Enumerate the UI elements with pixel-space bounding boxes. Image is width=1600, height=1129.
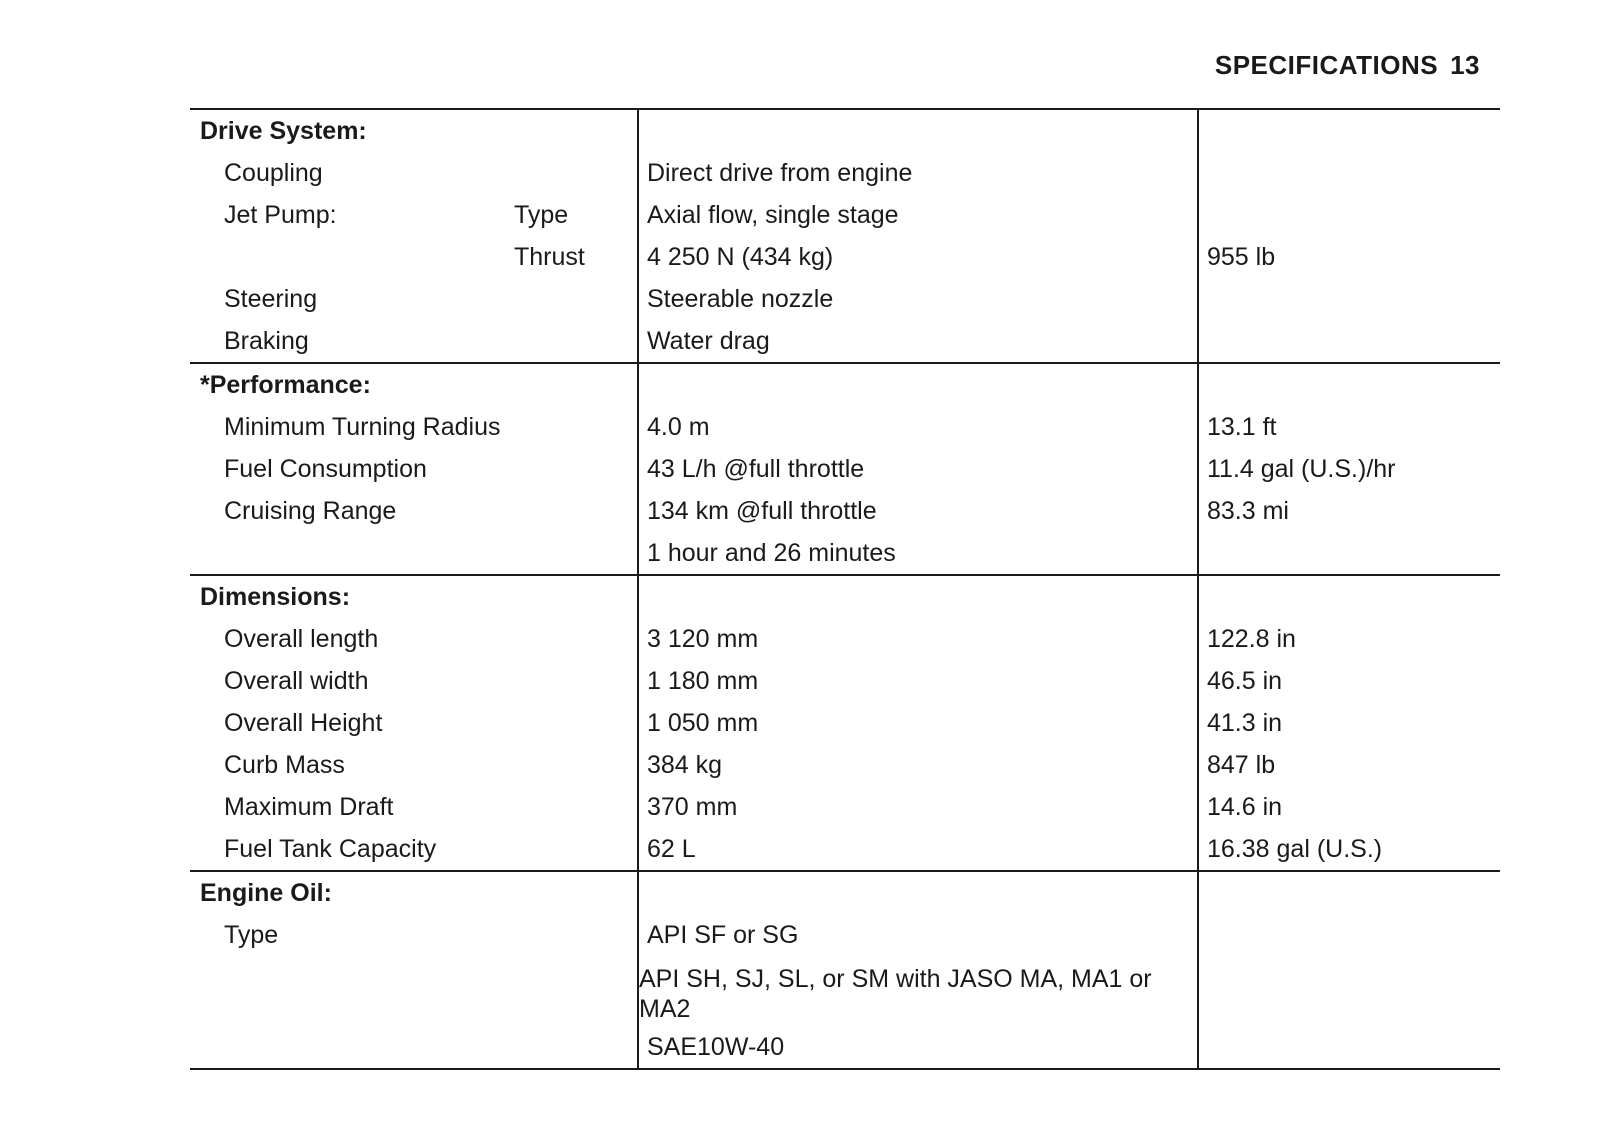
draft-imperial: 14.6 in xyxy=(1207,793,1283,821)
draft-value: 370 mm xyxy=(647,793,738,821)
fuel-consumption-imperial: 11.4 gal (U.S.)/hr xyxy=(1207,455,1396,483)
curb-mass-value: 384 kg xyxy=(647,751,723,779)
width-label: Overall width xyxy=(224,667,369,695)
height-label: Overall Height xyxy=(224,709,383,737)
curb-mass-label: Curb Mass xyxy=(224,751,345,779)
jet-pump-thrust-value: 4 250 N (434 kg) xyxy=(647,243,834,271)
width-imperial: 46.5 in xyxy=(1207,667,1283,695)
fuel-tank-label: Fuel Tank Capacity xyxy=(224,835,437,863)
thrust-row-label xyxy=(190,236,637,278)
cruising-range-label: Cruising Range xyxy=(224,497,397,525)
braking-label: Braking xyxy=(224,327,309,355)
specifications-table xyxy=(190,108,1500,1070)
performance-section xyxy=(190,363,1500,575)
cruising-range-time: 1 hour and 26 minutes xyxy=(647,539,896,567)
jet-pump-thrust-label: Thrust xyxy=(514,243,585,271)
fuel-consumption-value: 43 L/h @full throttle xyxy=(647,455,865,483)
jet-pump-label: Jet Pump: xyxy=(224,201,337,229)
height-value: 1 050 mm xyxy=(647,709,759,737)
engine-oil-value-1: API SF or SG xyxy=(647,921,799,949)
fuel-tank-imperial: 16.38 gal (U.S.) xyxy=(1207,835,1383,863)
drive-system-title: Drive System: xyxy=(200,117,367,145)
steering-value: Steerable nozzle xyxy=(647,285,834,313)
turning-radius-value: 4.0 m xyxy=(647,413,710,441)
jet-pump-row-label xyxy=(190,194,637,236)
page-number: 13 xyxy=(1450,50,1480,80)
page-header xyxy=(1215,50,1480,81)
turning-radius-label: Minimum Turning Radius xyxy=(224,413,501,441)
braking-value: Water drag xyxy=(647,327,770,355)
draft-label: Maximum Draft xyxy=(224,793,394,821)
width-value: 1 180 mm xyxy=(647,667,759,695)
curb-mass-imperial: 847 lb xyxy=(1207,751,1276,779)
dimensions-section xyxy=(190,575,1500,871)
engine-oil-value-3: SAE10W-40 xyxy=(647,1033,785,1061)
steering-label: Steering xyxy=(224,285,318,313)
section-title: SPECIFICATIONS xyxy=(1214,50,1439,80)
turning-radius-imperial: 13.1 ft xyxy=(1207,413,1277,441)
cruising-range-imperial: 83.3 mi xyxy=(1207,497,1289,525)
length-value: 3 120 mm xyxy=(647,625,759,653)
coupling-value: Direct drive from engine xyxy=(647,159,913,187)
performance-title: *Performance: xyxy=(200,371,371,399)
jet-pump-type-value: Axial flow, single stage xyxy=(647,201,899,229)
fuel-tank-value: 62 L xyxy=(647,835,696,863)
length-imperial: 122.8 in xyxy=(1207,625,1296,653)
coupling-label: Coupling xyxy=(224,159,323,187)
engine-oil-section xyxy=(190,871,1500,1069)
jet-pump-type-label: Type xyxy=(514,201,569,229)
length-label: Overall length xyxy=(224,625,379,653)
dimensions-title: Dimensions: xyxy=(200,583,351,611)
engine-oil-title: Engine Oil: xyxy=(200,879,332,907)
drive-system-section xyxy=(190,109,1500,363)
engine-oil-value-2: API SH, SJ, SL, or SM with JASO MA, MA1 or MA2 xyxy=(639,965,1152,1023)
height-imperial: 41.3 in xyxy=(1207,709,1283,737)
cruising-range-value: 134 km @full throttle xyxy=(647,497,877,525)
jet-pump-thrust-imperial: 955 lb xyxy=(1207,243,1276,271)
fuel-consumption-label: Fuel Consumption xyxy=(224,455,427,483)
engine-oil-type-label: Type xyxy=(224,921,279,949)
